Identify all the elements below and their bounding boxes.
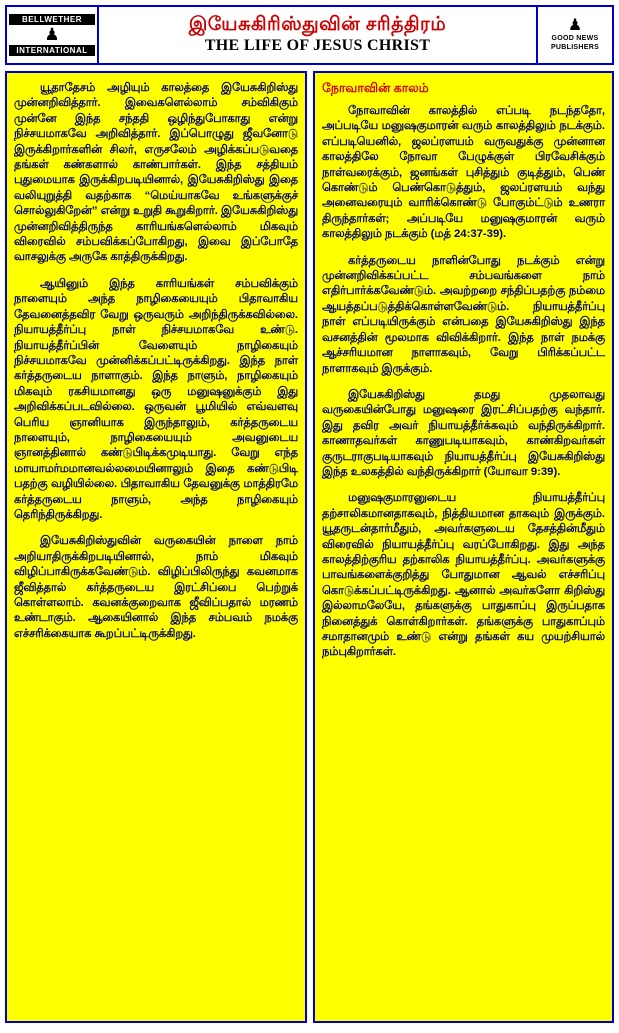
right-paragraph-1: நோவாவின் காலத்தில் எப்படி நடந்ததோ, அப்படியே மனுஷகுமாரன் வரும் காலத்திலும் நடக்கும். எப்படியெனில், ஜலப்ரளயம் வருவதுக்கு முன்னான காலத்திலே நோவா பேழுக்குள் பிரவேசிக்கும் நாள்வரைக்கும், ஜனங்கள் புசித்தும் குடித்தும், பெண் கொண்டும் பெண்கொடுத்தும், ஜலப்ரளயம் வந்து அனைவரையும் வாரிக்கொண்டு போகும்ட்டும் உணரா திருந்தார்கள்; அப்படியே மனுஷகுமாரன் வரும் காலத்திலும் நடக்கும் (மத் 24:37-39). [322,105,605,241]
left-paragraph-1: யூதாதேசம் அழியும் காலத்தை இயேசுகிறிஸ்து முன்னறிவித்தார். இவைகளெல்லாம் சம்விகிகும் முன்னே இந்த சந்ததி ஒழிந்துபோகாது என்று நிச்சயமாகவே அறிவித்தார். இப்பொழுது ஜீவனோடு இருக்கிறார்களின் சிலர், எருசலேம் அழிக்கப்படுவதை தங்கள் கண்களால் காண்பார்கள். இந்த சத்தியம் புதுமையாக இருக்கிறபடியினால், இயேசுகிறிஸ்து இதை வலியுறுத்தி வதற்காக “மெய்யாகவே உங்களுக்குச் சொல்லுகிறேன்” என்று உறுதி கூறுகிறார். இயேசுகிறிஸ்து முன்னறிவித்திருந்த காரியங்களெல்லாம் மிகவும் விரைவில் சம்பவிக்கப்போகிறது, இவை இப்போதே வாசலுக்கு அருகே காத்திருக்கிறது. [14,82,298,264]
page-title-english: THE LIFE OF JESUS CHRIST [204,37,431,54]
good-news-publishers-logo [536,7,612,63]
right-column [313,71,614,1023]
logo-band-top: BELLWETHER [9,14,95,25]
left-paragraph-3: இயேசுகிறிஸ்துவின் வருகையின் நாளை நாம் அறியாதிருக்கிறபடியினால், நாம் மிகவும் விழிப்பாகிருக்கவேண்டும். விழிப்பிலிருந்து கவனமாக ஜீவித்தால் கர்த்தருடைய இரட்சிப்பை பெற்றுக் கொள்ளலாம். கவனக்குறைவாக ஜீவிப்பதால் மரணம் உண்டாகும். ஆகையினால் இந்த சம்பவம் நமக்கு எச்சரிக்கையாக கூறப்பட்டிருக்கிறது. [14,535,298,640]
publisher-name-line1: GOOD NEWS [551,35,599,42]
section-heading: நோவாவின் காலம் [322,81,429,95]
body-columns [5,71,614,1023]
bellwether-emblem-icon: ♟ [44,25,60,44]
torch-icon: ♟ [567,17,583,34]
bellwether-international-logo [7,7,99,63]
right-paragraph-2: கர்த்தருடைய நாளின்போது நடக்கும் என்று முன்னறிவிக்கப்பட்ட சம்பவங்களை நாம் எதிர்பார்க்கவேண்டும். அவற்றறை சந்திப்பதற்கு நம்மை ஆயத்தப்படுத்திக்கொள்ளவேண்டும். நியாயத்தீர்ப்பு நாள் எப்படியிருக்கும் என்பதை இயேசுகிறிஸ்து இந்த வசனத்தின் மூலமாக விவிக்கிறார். இந்த நாள் நமக்கு ஆச்சரியமான நாளாகவும், வேறு பிரிக்கப்பட்ட நாளாகவும் இருக்கும். [322,254,605,375]
page-header [5,5,614,65]
page-title-tamil: இயேசுகிரிஸ்துவின் சரித்திரம் [188,14,447,35]
right-paragraph-3: இயேசுகிறிஸ்து தமது முதலாவது வருகையின்போது மனுஷரை இரட்சிப்பதற்கு வந்தார். இது தவிர அவர் நியாயத்தீர்க்கவும் வந்திருக்கிறார். காணாதவர்கள் காணுபடியாகவும், காண்கிறவர்கள் குருடராகுபடியாகவும் நியாயத்தீர்ப்பு இயேசுகிறிஸ்து இந்த உலகத்தில் வந்திருக்கிறார் (யோவா 9:39). [322,388,605,478]
logo-band-bottom: INTERNATIONAL [9,45,95,56]
publisher-name-line2: PUBLISHERS [550,44,600,51]
right-paragraph-4: மனுஷகுமாரனுடைய நியாயத்தீர்ப்பு தற்சாலிகமானதாகவும், நித்தியமான தாகவும் இருக்கும். யூதருடன்தார்மீதும், அவர்களுடைய தேசத்தின்மீதும் விரைவில் நியாயத்தீர்ப்பு வரப்போகிறது. இது அந்த காலத்திற்குரிய தற்காலிக நியாயத்தீர்ப்பு. அவர்களுக்கு பாவங்களைக்குறித்து போதுமான ஆவல் எச்சரிப்பு கொடுக்கப்பட்டிருக்கிறது. ஆனால் அவர்களோ கிறிஸ்து இல்லாமலேயே, தங்களுக்கு பாதுகாப்பு இருப்பதாக நினைத்துக் கொள்கிறார்கள். தங்களுக்கு பாதுகாப்பும் சமாதானமும் உண்டு என்று தங்கள் கய முயற்சியால் நம்புகிறார்கள். [322,492,605,659]
left-column [5,71,307,1023]
left-paragraph-2: ஆயினும் இந்த காரியங்கள் சம்பவிக்கும் நாளையும் அந்த நாழிகையையும் பிதாவாகிய தேவனைத்தவிர வேறு ஒருவரும் அறிந்திருக்கவில்லை. நியாயத்தீர்ப்பு நாள் நிச்சயமாகவே உண்டு. நியாயத்தீர்ப்பின் வேளையும் நாழிகையும் நிச்சயமாகவே முன்னிக்கப்பட்டிருக்கிறது. இந்த நாள் கர்த்தருடைய நாளாகும். இந்த நாளும், நாழிகையும் மிகவும் ரகசியமானது ஒரு மனுஷனுக்கும் இது அறிவிக்கப்படவில்லை. ஒருவன் பூமியில் எவ்வளவு பெரிய ஞானியாக இருந்தாலும், கர்த்தருடைய நாளையும், நாழிகையையும் அவனுடைய ஞானத்தினால் கண்டுபிடிக்கமுடியாது. வேறு எந்த மாயாமர்மமானவல்லமையினாலும் இதை கண்டுபிடி பதற்கு வழியில்லை. பிதாவாகிய தேவனுக்கு மாத்திரமே கர்த்தருடைய நாளும், அந்த நாழிகையும் தெரிந்திருக்கிறது. [14,277,298,521]
title-block [99,7,536,63]
